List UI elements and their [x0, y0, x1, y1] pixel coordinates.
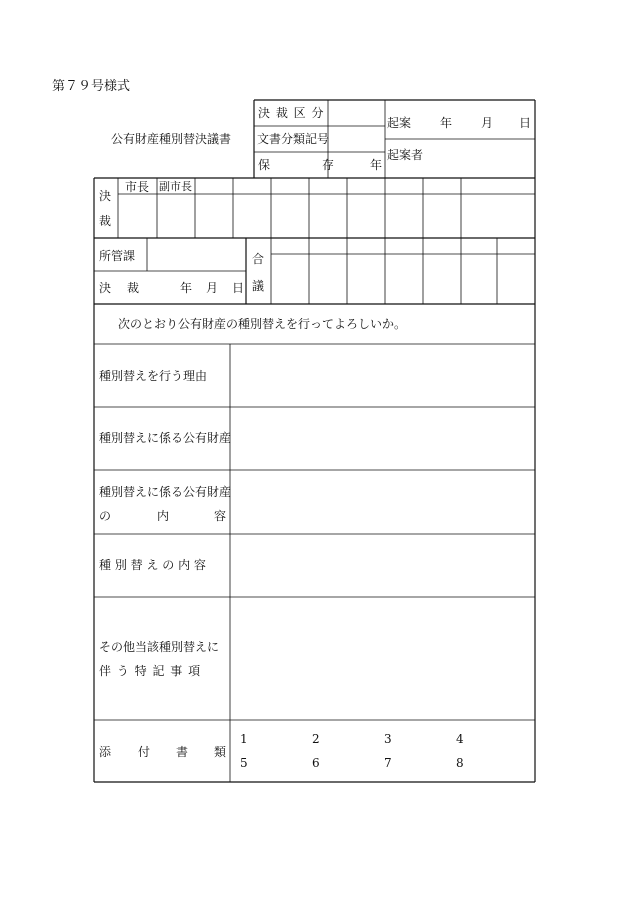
attachment-number-3: 3: [384, 732, 392, 746]
attachment-number-5: 5: [240, 756, 248, 770]
attachment-number-1: 1: [240, 732, 248, 746]
form-title: 公有財産種別替決議書: [111, 132, 232, 146]
department-year-unit: 年: [180, 281, 193, 295]
drafted-label: 起案: [387, 116, 412, 130]
attachments-label-1: 添: [99, 745, 112, 759]
council-label-2: 議: [252, 279, 265, 293]
attachment-number-4: 4: [456, 732, 464, 746]
property-content-label-2b: 内: [157, 509, 170, 523]
reason-label: 種別替えを行う理由: [99, 369, 208, 383]
drafted-year-unit: 年: [440, 116, 453, 130]
attachments-label-4: 類: [214, 745, 227, 759]
property-content-label-1: 種別替えに係る公有財産: [99, 485, 232, 499]
attachments-label-3: 書: [176, 745, 189, 759]
property-label: 種別替えに係る公有財産: [99, 431, 232, 445]
drafted-day-unit: 日: [519, 116, 532, 130]
council-label-1: 合: [252, 252, 265, 266]
retention-year-unit: 年: [370, 158, 383, 172]
department-day-unit: 日: [232, 281, 245, 295]
attachments-label-2: 付: [138, 745, 151, 759]
other-notes-label-1: その他当該種別替えに: [99, 640, 220, 654]
statement-text: 次のとおり公有財産の種別替えを行ってよろしいか。: [118, 317, 407, 331]
approval-label-2: 裁: [99, 214, 112, 228]
attachment-number-2: 2: [312, 732, 320, 746]
drafted-month-unit: 月: [481, 116, 494, 130]
other-notes-label-2: 伴 う 特 記 事 項: [99, 664, 202, 678]
attachment-number-8: 8: [456, 756, 464, 770]
form-number: 第７９号様式: [52, 79, 131, 94]
document-classification-label: 文書分類記号: [257, 132, 330, 146]
attachment-number-6: 6: [312, 756, 320, 770]
department-month-unit: 月: [206, 281, 219, 295]
property-content-label-2c: 容: [214, 509, 227, 523]
vice-mayor-label: 副市長: [159, 180, 192, 193]
attachment-number-7: 7: [384, 756, 392, 770]
department-decision-label: 決 裁: [99, 281, 142, 295]
approval-label-1: 決: [99, 189, 112, 203]
property-content-label-2a: の: [99, 509, 112, 523]
drafter-label: 起案者: [387, 148, 424, 162]
retention-label: 保 存: [258, 158, 339, 172]
decision-category-label: 決 裁 区 分: [258, 106, 325, 120]
department-label: 所管課: [99, 249, 136, 263]
mayor-label: 市長: [125, 180, 150, 194]
change-content-label: 種 別 替 え の 内 容: [99, 558, 206, 572]
